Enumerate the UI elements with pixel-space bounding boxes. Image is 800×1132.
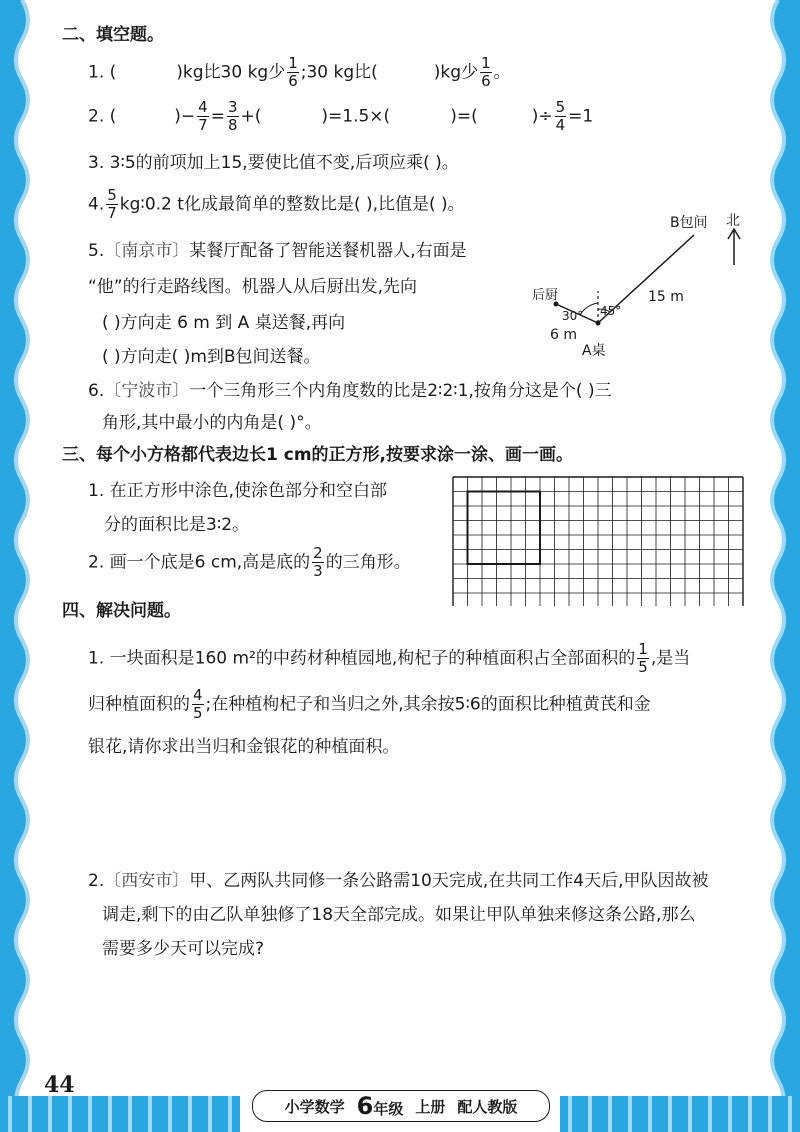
page-number: 44 — [44, 1072, 75, 1098]
question-4-1-line2: 归种植面积的 $\frac{4}{5}$ ;在种植枸杞子和当归之外,其余按5∶6的面积比种植黄芪和金 — [88, 686, 651, 722]
label-a-table: A桌 — [582, 343, 606, 359]
question-2-6-line2: 角形,其中最小的内角是( )°。 — [102, 413, 322, 433]
section3-heading: 三、每个小方格都代表边长1 cm的正方形,按要求涂一涂、画一画。 — [62, 445, 573, 465]
label-30: 30° — [562, 309, 584, 323]
footer-subject: 小学数学 — [284, 1097, 345, 1116]
label-6m: 6 m — [550, 327, 577, 343]
section2-heading: 二、填空题。 — [62, 25, 164, 45]
question-2-5-line2: “他”的行走路线图。机器人从后厨出发,先向 — [88, 277, 418, 297]
label-45: 45° — [600, 304, 622, 318]
table-a-point — [596, 321, 601, 326]
label-north: 北 — [726, 213, 740, 229]
footer-grade-number: 6 — [356, 1092, 374, 1120]
left-wave-border — [0, 0, 40, 1132]
right-wave-border — [760, 0, 800, 1132]
question-4-1-line3: 银花,请你求出当归和金银花的种植面积。 — [88, 737, 400, 757]
question-4-2-line3: 需要多少天可以完成? — [102, 939, 265, 959]
label-15m: 15 m — [648, 289, 684, 305]
question-2-1: 1. ( )kg比30 kg少 $\frac{1}{6}$ ;30 kg比( )kg少 $\frac{1}{6}$ 。 — [88, 54, 511, 90]
source-tag: 〔西安市〕 — [104, 871, 190, 891]
question-3-1-line2: 分的面积比是3∶2。 — [104, 515, 250, 535]
question-2-5-line1: 5.〔南京市〕某餐厅配备了智能送餐机器人,右面是 — [88, 241, 467, 261]
footer-grade: 年级 — [373, 1100, 404, 1118]
section4-heading: 四、解决问题。 — [62, 601, 181, 621]
question-3-1-line1: 1. 在正方形中涂色,使涂色部分和空白部 — [88, 481, 388, 501]
question-4-2-line1: 2.〔西安市〕甲、乙两队共同修一条公路需10天完成,在共同工作4天后,甲队因故被 — [88, 871, 709, 891]
label-kitchen: 后厨 — [532, 288, 559, 303]
question-3-2: 2. 画一个底是6 cm,高是底的 $\frac{2}{3}$ 的三角形。 — [88, 544, 411, 580]
question-2-2: 2. ( )− $\frac{4}{7}$ = $\frac{3}{8}$ +( )=1.5×( )=( )÷ $\frac{5}{4}$ =1 — [88, 98, 594, 134]
question-2-6-line1: 6.〔宁波市〕一个三角形三个内角度数的比是2∶2∶1,按角分这是个( )三 — [88, 381, 612, 401]
square-outline — [468, 492, 541, 565]
fraction: $\frac{1}{6}$ — [288, 54, 298, 90]
footer-book-info — [252, 1090, 550, 1122]
square-grid[interactable] — [452, 476, 744, 606]
question-4-2-line2: 调走,剩下的由乙队单独修了18天全部完成。如果让甲队单独来修这条公路,那么 — [102, 905, 696, 925]
question-2-3: 3. 3∶5的前项加上15,要使比值不变,后项应乘( )。 — [88, 153, 459, 173]
route-diagram — [520, 205, 760, 365]
question-2-5-line3: ( )方向走 6 m 到 A 桌送餐,再向 — [102, 313, 346, 333]
fraction: $\frac{1}{6}$ — [481, 54, 491, 90]
question-4-1-line1: 1. 一块面积是160 m²的中药材种植园地,枸杞子的种植面积占全部面积的 $\frac{1}{5}$ ,是当 — [88, 640, 691, 676]
footer-volume: 上册 — [415, 1097, 446, 1116]
source-tag: 〔宁波市〕 — [104, 381, 190, 401]
question-2-5-line4: ( )方向走( )m到B包间送餐。 — [102, 347, 321, 367]
label-b-room: B包间 — [670, 215, 708, 231]
question-2-4: 4. $\frac{5}{7}$ kg∶0.2 t化成最简单的整数比是( ),比值是( )。 — [88, 186, 465, 222]
source-tag: 〔南京市〕 — [104, 241, 190, 261]
footer-edition: 配人教版 — [457, 1097, 518, 1116]
